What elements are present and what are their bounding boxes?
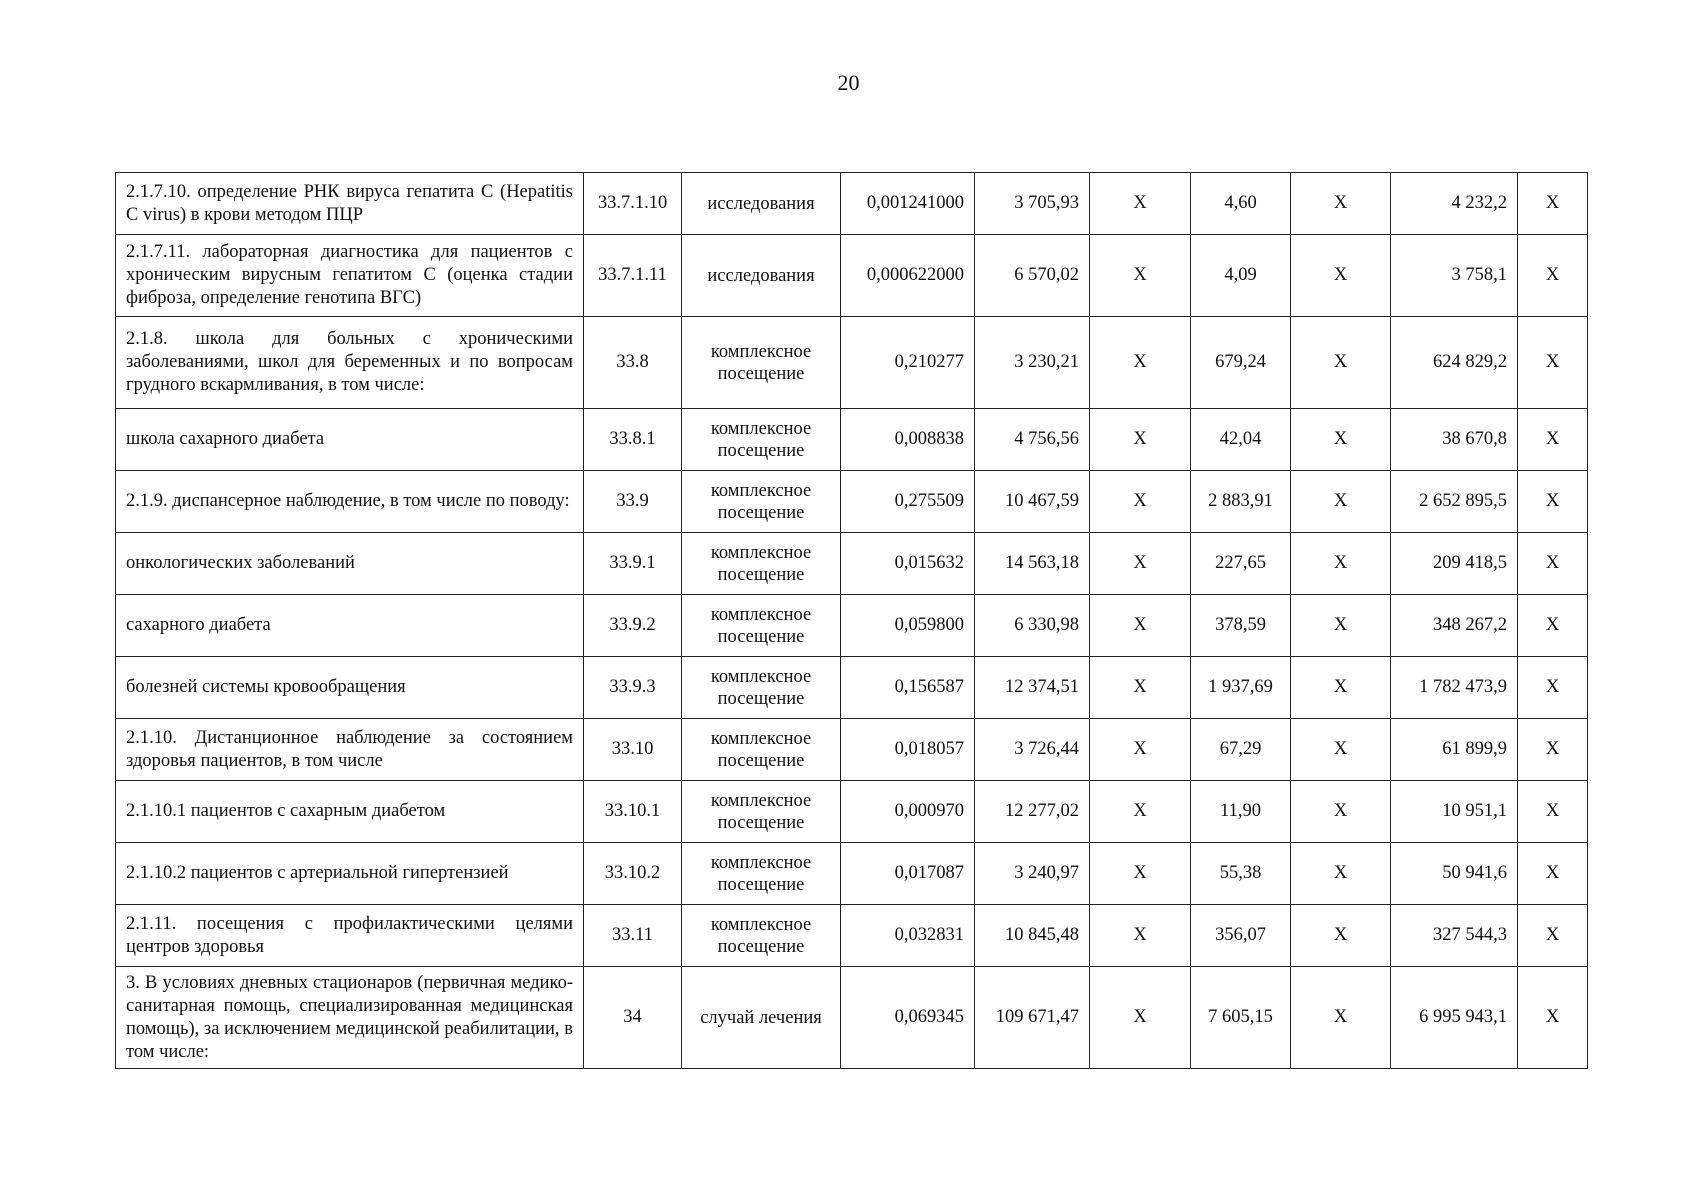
cell-x-marker: Х: [1291, 657, 1391, 719]
cell-x-marker: Х: [1518, 533, 1588, 595]
cell-unit: комплексное посещение: [682, 533, 841, 595]
cell-x-marker: Х: [1291, 317, 1391, 409]
page-number: 20: [837, 70, 860, 95]
cell-volume: 0,210277: [841, 317, 975, 409]
cell-cost: 14 563,18: [975, 533, 1090, 595]
cell-name: болезней системы кровообращения: [116, 657, 584, 719]
cell-per-capita: 11,90: [1191, 781, 1291, 843]
cell-unit: случай лечения: [682, 967, 841, 1069]
table-row: [116, 235, 1588, 317]
cell-x-marker: Х: [1518, 781, 1588, 843]
cell-unit: комплексное посещение: [682, 719, 841, 781]
cell-unit: комплексное посещение: [682, 317, 841, 409]
table-row: [116, 533, 1588, 595]
cell-total: 624 829,2: [1391, 317, 1518, 409]
cell-x-marker: Х: [1518, 719, 1588, 781]
cell-cost: 6 570,02: [975, 235, 1090, 317]
cell-x-marker: Х: [1518, 409, 1588, 471]
cell-name: 2.1.10. Дистанционное наблюдение за состоянием здоровья пациентов, в том числе: [116, 719, 584, 781]
table-row: [116, 595, 1588, 657]
cell-name: 2.1.7.11. лабораторная диагностика для пациентов с хроническим вирусным гепатитом C (оценка стадии фиброза, определение генотипа ВГС): [116, 235, 584, 317]
cell-volume: 0,000622000: [841, 235, 975, 317]
cell-code: 33.8: [584, 317, 682, 409]
cell-cost: 3 726,44: [975, 719, 1090, 781]
cell-x-marker: Х: [1291, 843, 1391, 905]
cell-volume: 0,275509: [841, 471, 975, 533]
cell-x-marker: Х: [1090, 967, 1191, 1069]
table-row: [116, 719, 1588, 781]
cell-total: 327 544,3: [1391, 905, 1518, 967]
cell-x-marker: Х: [1291, 781, 1391, 843]
cell-volume: 0,008838: [841, 409, 975, 471]
table-row: [116, 409, 1588, 471]
cell-code: 34: [584, 967, 682, 1069]
cell-x-marker: Х: [1518, 317, 1588, 409]
cell-total: 1 782 473,9: [1391, 657, 1518, 719]
cell-x-marker: Х: [1090, 471, 1191, 533]
cell-code: 33.10: [584, 719, 682, 781]
cell-x-marker: Х: [1090, 409, 1191, 471]
table-row: [116, 905, 1588, 967]
cell-name: сахарного диабета: [116, 595, 584, 657]
cell-x-marker: Х: [1291, 409, 1391, 471]
data-table: [115, 172, 1588, 1069]
cell-unit: комплексное посещение: [682, 595, 841, 657]
table-row: [116, 471, 1588, 533]
cell-name: 2.1.10.1 пациентов с сахарным диабетом: [116, 781, 584, 843]
cell-unit: комплексное посещение: [682, 905, 841, 967]
cell-x-marker: Х: [1090, 781, 1191, 843]
cell-volume: 0,032831: [841, 905, 975, 967]
cell-x-marker: Х: [1518, 905, 1588, 967]
cell-code: 33.7.1.10: [584, 173, 682, 235]
cell-name: 2.1.10.2 пациентов с артериальной гипертензией: [116, 843, 584, 905]
cell-x-marker: Х: [1518, 595, 1588, 657]
cell-volume: 0,018057: [841, 719, 975, 781]
table-row: [116, 657, 1588, 719]
cell-per-capita: 679,24: [1191, 317, 1291, 409]
cell-total: 209 418,5: [1391, 533, 1518, 595]
cell-cost: 3 240,97: [975, 843, 1090, 905]
cell-x-marker: Х: [1090, 595, 1191, 657]
cell-x-marker: Х: [1090, 533, 1191, 595]
cell-volume: 0,069345: [841, 967, 975, 1069]
cell-per-capita: 356,07: [1191, 905, 1291, 967]
cell-per-capita: 2 883,91: [1191, 471, 1291, 533]
cell-cost: 3 230,21: [975, 317, 1090, 409]
cell-code: 33.9.3: [584, 657, 682, 719]
cell-volume: 0,001241000: [841, 173, 975, 235]
cell-per-capita: 1 937,69: [1191, 657, 1291, 719]
cell-x-marker: Х: [1518, 235, 1588, 317]
cell-x-marker: Х: [1518, 173, 1588, 235]
cell-cost: 12 374,51: [975, 657, 1090, 719]
cell-cost: 109 671,47: [975, 967, 1090, 1069]
table-row: [116, 173, 1588, 235]
cell-per-capita: 7 605,15: [1191, 967, 1291, 1069]
cell-name: 2.1.9. диспансерное наблюдение, в том числе по поводу:: [116, 471, 584, 533]
cell-x-marker: Х: [1291, 719, 1391, 781]
cell-cost: 10 467,59: [975, 471, 1090, 533]
cell-name: школа сахарного диабета: [116, 409, 584, 471]
cell-x-marker: Х: [1518, 843, 1588, 905]
cell-unit: исследования: [682, 173, 841, 235]
cell-volume: 0,017087: [841, 843, 975, 905]
cell-code: 33.9.2: [584, 595, 682, 657]
cell-x-marker: Х: [1291, 533, 1391, 595]
cell-x-marker: Х: [1518, 657, 1588, 719]
cell-per-capita: 227,65: [1191, 533, 1291, 595]
cell-total: 10 951,1: [1391, 781, 1518, 843]
cell-per-capita: 55,38: [1191, 843, 1291, 905]
cell-per-capita: 4,60: [1191, 173, 1291, 235]
cell-unit: комплексное посещение: [682, 657, 841, 719]
cell-name: 2.1.7.10. определение РНК вируса гепатита C (Hepatitis C virus) в крови методом ПЦР: [116, 173, 584, 235]
cell-code: 33.10.1: [584, 781, 682, 843]
cell-x-marker: Х: [1291, 967, 1391, 1069]
table-row: [116, 967, 1588, 1069]
cell-per-capita: 42,04: [1191, 409, 1291, 471]
cell-name: 2.1.8. школа для больных с хроническими заболеваниями, школ для беременных и по вопросам грудного вскармливания, в том числе:: [116, 317, 584, 409]
cell-x-marker: Х: [1090, 905, 1191, 967]
cell-cost: 10 845,48: [975, 905, 1090, 967]
cell-per-capita: 67,29: [1191, 719, 1291, 781]
table-body: [116, 173, 1588, 1069]
cell-cost: 12 277,02: [975, 781, 1090, 843]
cell-total: 50 941,6: [1391, 843, 1518, 905]
cell-total: 38 670,8: [1391, 409, 1518, 471]
cell-total: 3 758,1: [1391, 235, 1518, 317]
cell-x-marker: Х: [1291, 173, 1391, 235]
cell-x-marker: Х: [1090, 657, 1191, 719]
cell-total: 4 232,2: [1391, 173, 1518, 235]
cell-x-marker: Х: [1090, 235, 1191, 317]
cell-volume: 0,015632: [841, 533, 975, 595]
cell-code: 33.11: [584, 905, 682, 967]
cell-code: 33.9: [584, 471, 682, 533]
cell-volume: 0,156587: [841, 657, 975, 719]
cell-x-marker: Х: [1090, 719, 1191, 781]
cell-total: 2 652 895,5: [1391, 471, 1518, 533]
cell-unit: комплексное посещение: [682, 843, 841, 905]
cell-x-marker: Х: [1291, 905, 1391, 967]
cell-volume: 0,000970: [841, 781, 975, 843]
cell-total: 61 899,9: [1391, 719, 1518, 781]
cell-per-capita: 378,59: [1191, 595, 1291, 657]
cell-name: 3. В условиях дневных стационаров (первичная медико-санитарная помощь, специализированная медицинская помощь), за исключением медицинской реабилитации, в том числе:: [116, 967, 584, 1069]
cell-unit: комплексное посещение: [682, 781, 841, 843]
cell-cost: 3 705,93: [975, 173, 1090, 235]
table-row: [116, 781, 1588, 843]
table-row: [116, 843, 1588, 905]
cell-x-marker: Х: [1518, 967, 1588, 1069]
cell-unit: комплексное посещение: [682, 409, 841, 471]
cell-name: 2.1.11. посещения с профилактическими целями центров здоровья: [116, 905, 584, 967]
cell-x-marker: Х: [1291, 471, 1391, 533]
cell-code: 33.9.1: [584, 533, 682, 595]
cell-x-marker: Х: [1291, 595, 1391, 657]
cell-cost: 6 330,98: [975, 595, 1090, 657]
cell-total: 348 267,2: [1391, 595, 1518, 657]
cell-x-marker: Х: [1090, 173, 1191, 235]
cell-unit: комплексное посещение: [682, 471, 841, 533]
cell-x-marker: Х: [1291, 235, 1391, 317]
table-row: [116, 317, 1588, 409]
cell-cost: 4 756,56: [975, 409, 1090, 471]
cell-code: 33.8.1: [584, 409, 682, 471]
cell-volume: 0,059800: [841, 595, 975, 657]
cell-unit: исследования: [682, 235, 841, 317]
cell-per-capita: 4,09: [1191, 235, 1291, 317]
cell-total: 6 995 943,1: [1391, 967, 1518, 1069]
cell-code: 33.10.2: [584, 843, 682, 905]
cell-x-marker: Х: [1518, 471, 1588, 533]
cell-x-marker: Х: [1090, 317, 1191, 409]
cell-name: онкологических заболеваний: [116, 533, 584, 595]
cell-x-marker: Х: [1090, 843, 1191, 905]
cell-code: 33.7.1.11: [584, 235, 682, 317]
